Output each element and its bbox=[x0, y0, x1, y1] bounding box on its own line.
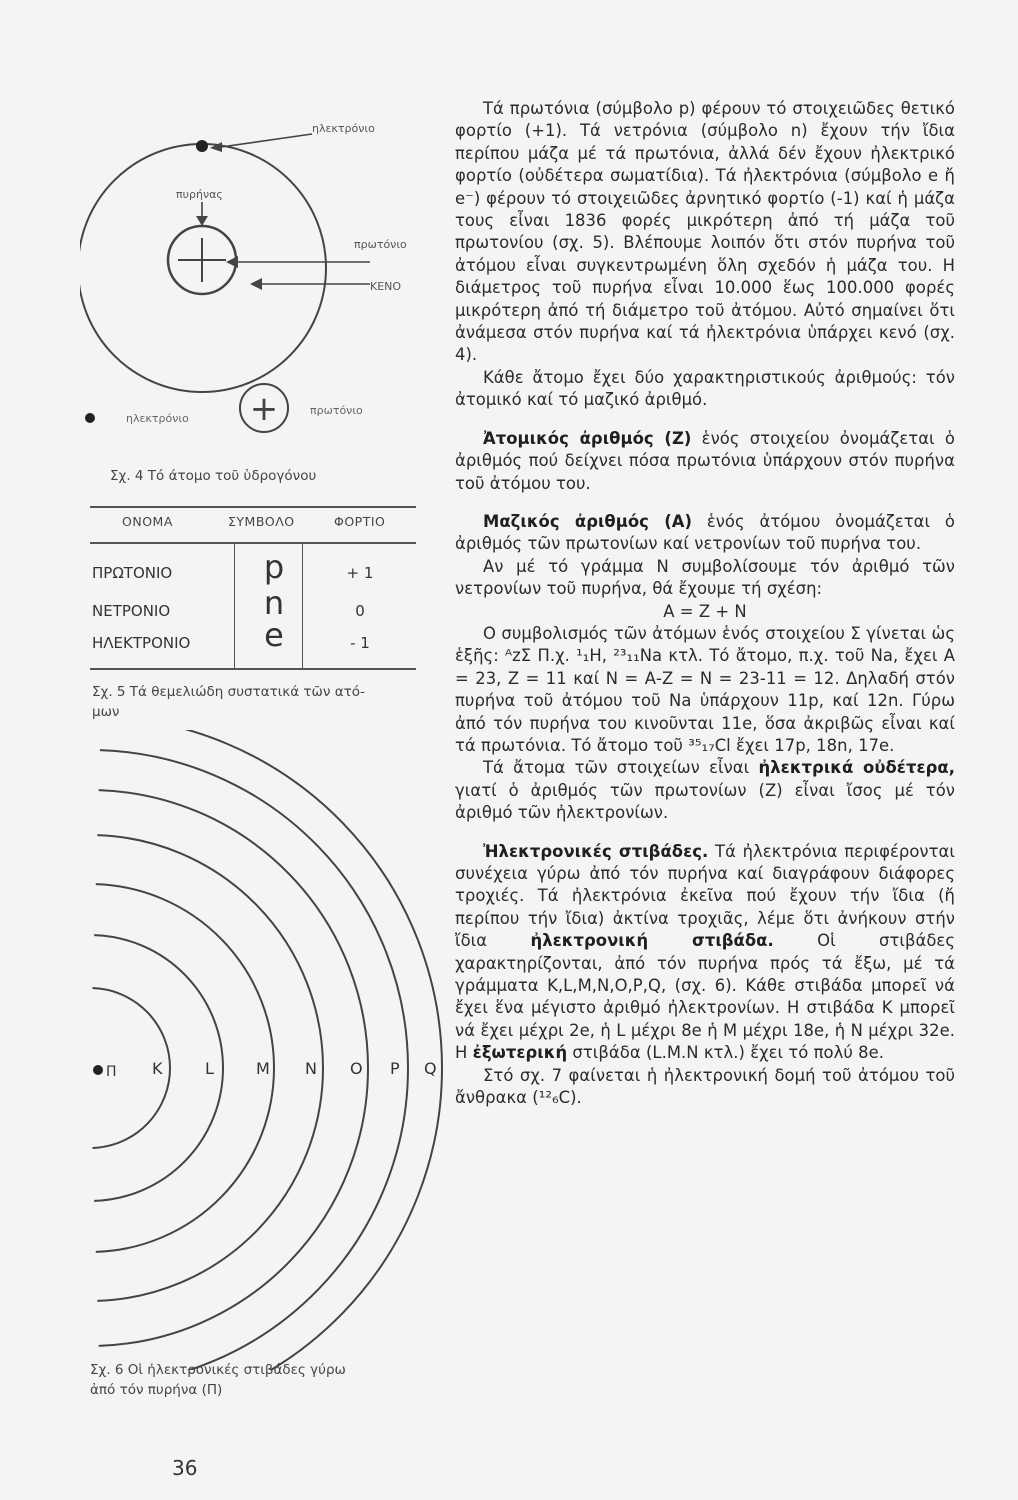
row-symbol-proton: p bbox=[263, 548, 285, 586]
paragraph-particles: Τά πρωτόνια (σύμβολο p) φέρουν τό στοιχειῶδες θετικό φορτίο (+1). Τά νετρόνια (σύμβολο n) ἔχουν τήν ἴδια περίπου μάζα μέ τά πρωτόνια, ἀλλά δέν ἔχουν ἠλεκτρικό φορτίο (οὐδέτερα σωματίδια). Τά ἠλεκτρόνια (σύμβολο e ἤ e⁻) φέρουν τό στοιχειῶδες ἀρνητικό φορτίο (-1) καί ἡ μάζα τους εἶναι 1836 φορές μικρότερη ἀπό τή μάζα τοῦ πρωτονίου (σχ. 5). Βλέπουμε λοιπόν ὅτι στόν πυρήνα τοῦ ἀτόμου εἶναι συγκεντρωμένη ὅλη σχεδόν ἡ μάζα του. Η διάμετρος τοῦ πυρήνα εἶναι 10.000 ἕως 100.000 φορές μικρότερη ἀπό τή διάμετρο τοῦ ἀτόμου. Αὐτό σημαίνει ὅτι ἀνάμεσα στόν πυρήνα καί τά ἠλεκτρόνια ὑπάρχει κενό (σχ. 4). bbox=[455, 99, 955, 365]
neutrality-a: Τά ἄτομα τῶν στοιχείων εἶναι bbox=[483, 758, 759, 778]
header-symbol: ΣΥΜΒΟΛΟ bbox=[228, 514, 295, 529]
proton-arrowhead bbox=[226, 256, 238, 268]
figure-5-caption-line1: Σχ. 5 Τά θεμελιώδη συστατικά τῶν ατό- bbox=[92, 684, 365, 700]
paragraph-mass-number bbox=[455, 511, 955, 556]
row-charge-neutron: 0 bbox=[355, 602, 365, 620]
particles-table bbox=[90, 506, 416, 670]
paragraph-atomic-number bbox=[455, 428, 955, 495]
paragraph-two-numbers: Κάθε ἄτομο ἔχει δύο χαρακτηριστικούς ἀριθμούς: τόν ἀτομικό καί τό μαζικό ἀριθμό. bbox=[455, 367, 955, 410]
table-col-divider-2 bbox=[302, 542, 303, 668]
shell-label-Q: Q bbox=[424, 1059, 437, 1078]
paragraph-carbon: Στό σχ. 7 φαίνεται ἡ ἠλεκτρονική δομή τοῦ ἀτόμου τοῦ ἄνθρακα (¹²₆C). bbox=[455, 1065, 955, 1108]
page-number: 36 bbox=[172, 1456, 198, 1480]
row-name-neutron: ΝΕΤΡΟΝΙΟ bbox=[92, 602, 171, 620]
shell-label-O: O bbox=[350, 1059, 363, 1078]
mass-number-def: ἑνός ἀτόμου ὀνομάζεται ὁ ἀριθμός τῶν πρωτονίων καί νετρονίων τοῦ πυρήνα του. bbox=[455, 511, 955, 554]
row-symbol-electron: e bbox=[264, 616, 284, 654]
formula-a-z-n: Α = Ζ + Ν bbox=[663, 601, 747, 621]
nucleus-arrowhead bbox=[196, 216, 208, 226]
shells-c: στιβάδα (L.M.N κτλ.) ἔχει τό πολύ 8e. bbox=[567, 1043, 885, 1063]
shells-a: Τά ἠλεκτρόνια περιφέρονται συνέχεια γύρω ἀπό τόν πυρήνα καί διαγράφουν διάφορες τροχιές. Τά ἠλεκτρόνια ἐκεῖνα πού ἔχουν τήν ἴδια (ἤ περίπου τήν ἴδια) ἀκτίνα τροχιᾶς, λέμε ὅτι ἀνήκουν στήν ἴδια bbox=[455, 841, 955, 951]
row-name-proton: ΠΡΩΤΟΝΙΟ bbox=[92, 564, 173, 582]
figure-5-caption-line2: μων bbox=[92, 704, 120, 720]
shell-arc-O bbox=[99, 790, 368, 1346]
term-neutral: ἠλεκτρικά οὐδέτερα, bbox=[758, 758, 956, 778]
figure-4-hydrogen-atom bbox=[80, 100, 440, 490]
label-empty: ΚΕΝΟ bbox=[370, 280, 402, 293]
label-electron: ηλεκτρόνιο bbox=[312, 122, 375, 135]
figure-6-caption-line1: Σχ. 6 Οἱ ἠλεκτρονικές στιβάδες γύρω bbox=[90, 1362, 346, 1378]
shell-label-L: L bbox=[205, 1059, 214, 1078]
row-charge-electron: - 1 bbox=[350, 634, 370, 652]
row-symbol-neutron: n bbox=[263, 584, 285, 622]
row-name-electron: ΗΛΕΚΤΡΟΝΙΟ bbox=[92, 634, 191, 652]
shell-label-N: N bbox=[305, 1059, 317, 1078]
empty-arrowhead bbox=[250, 278, 262, 290]
paragraph-shells bbox=[455, 841, 955, 1065]
paragraph-neutrality bbox=[455, 757, 955, 824]
term-electron-shells: Ἠλεκτρονικές στιβάδες. bbox=[483, 841, 709, 861]
legend-electron-label: ηλεκτρόνιο bbox=[126, 412, 189, 425]
shell-label-P: P bbox=[390, 1059, 400, 1078]
electron-dot bbox=[196, 140, 208, 152]
nucleus-label: Π bbox=[106, 1064, 117, 1080]
term-mass-number: Μαζικός ἀριθμός (Α) bbox=[483, 511, 693, 531]
legend-proton-label: πρωτόνιο bbox=[310, 404, 363, 417]
header-charge: ΦΟΡΤΙΟ bbox=[334, 514, 386, 529]
legend-plus-sign: + bbox=[249, 389, 279, 429]
label-proton: πρωτόνιο bbox=[354, 238, 407, 251]
electron-arrow bbox=[214, 134, 312, 148]
header-name: ΟΝΟΜΑ bbox=[122, 514, 173, 529]
shell-label-K: K bbox=[152, 1059, 163, 1078]
shell-label-M: M bbox=[256, 1059, 270, 1078]
term-atomic-number: Ἀτομικός ἀριθμός (Ζ) bbox=[483, 428, 692, 448]
shell-arc-Q bbox=[101, 730, 442, 1370]
table-header-rule bbox=[90, 542, 416, 544]
nucleus-dot bbox=[93, 1065, 103, 1075]
legend-electron-dot bbox=[85, 413, 95, 423]
term-electron-shell: ἠλεκτρονική στιβάδα. bbox=[530, 931, 774, 951]
figure-6-caption-line2: ἀπό τόν πυρήνα (Π) bbox=[90, 1382, 223, 1398]
table-col-divider-1 bbox=[234, 542, 235, 668]
shells-b: Οἱ στιβάδες χαρακτηρίζονται, ἀπό τόν πυρήνα πρός τά ἔξω, μέ τά γράμματα K,L,M,N,O,P,Q, (σχ. 6). Κάθε στιβάδα μπορεῖ νά ἔχει ἕνα μέγιστο ἀριθμό ἠλεκτρονίων. Η στιβάδα Κ μπορεῖ νά ἔχει μέχρι 2e, ἡ L μέχρι 8e ἡ Μ μέχρι 18e, ἡ Ν μέχρι 32e. Η bbox=[455, 931, 955, 1063]
paragraph-neutron-relation: Αν μέ τό γράμμα Ν συμβολίσουμε τόν ἀριθμό τῶν νετρονίων τοῦ πυρήνα, θά ἔχουμε τή σχέση: bbox=[455, 556, 955, 599]
row-charge-proton: + 1 bbox=[346, 564, 374, 582]
figure-6-electron-shells bbox=[80, 730, 450, 1370]
label-nucleus: πυρήνας bbox=[176, 188, 223, 201]
figure-4-caption: Σχ. 4 Τό άτομο τοῦ ὑδρογόνου bbox=[110, 468, 317, 484]
neutrality-b: γιατί ὁ ἀριθμός τῶν πρωτονίων (Ζ) εἶναι ἴσος μέ τόν ἀριθμό τῶν ἠλεκτρονίων. bbox=[455, 780, 955, 823]
paragraph-notation: Ο συμβολισμός τῶν ἀτόμων ἑνός στοιχείου Σ γίνεται ὡς ἑξῆς: ᴬzΣ Π.χ. ¹₁Η, ²³₁₁Na κτλ. Τό ἄτομο, π.χ. τοῦ Na, ἔχει Α = 23, Ζ = 11 καί Ν = Α-Ζ = Ν = 23-11 = 12. Δηλαδή στόν πυρήνα τοῦ ἀτόμου τοῦ Na ὑπάρχουν 11p, καί 12n. Γύρω ἀπό τόν πυρήνα του κινοῦνται 11e, ὅσα ἀκριβῶς εἶναι καί τά πρωτόνια. Τό ἄτομο τοῦ ³⁵₁₇Cl ἔχει 17p, 18n, 17e. bbox=[455, 623, 955, 755]
main-text-column bbox=[455, 98, 955, 1109]
term-outer: ἐξωτερική bbox=[472, 1043, 568, 1063]
atomic-number-def: ἑνός στοιχείου ὀνομάζεται ὁ ἀριθμός πού δείχνει πόσα πρωτόνια ὑπάρχουν στόν πυρήνα τοῦ ἀτόμου του. bbox=[455, 428, 955, 493]
